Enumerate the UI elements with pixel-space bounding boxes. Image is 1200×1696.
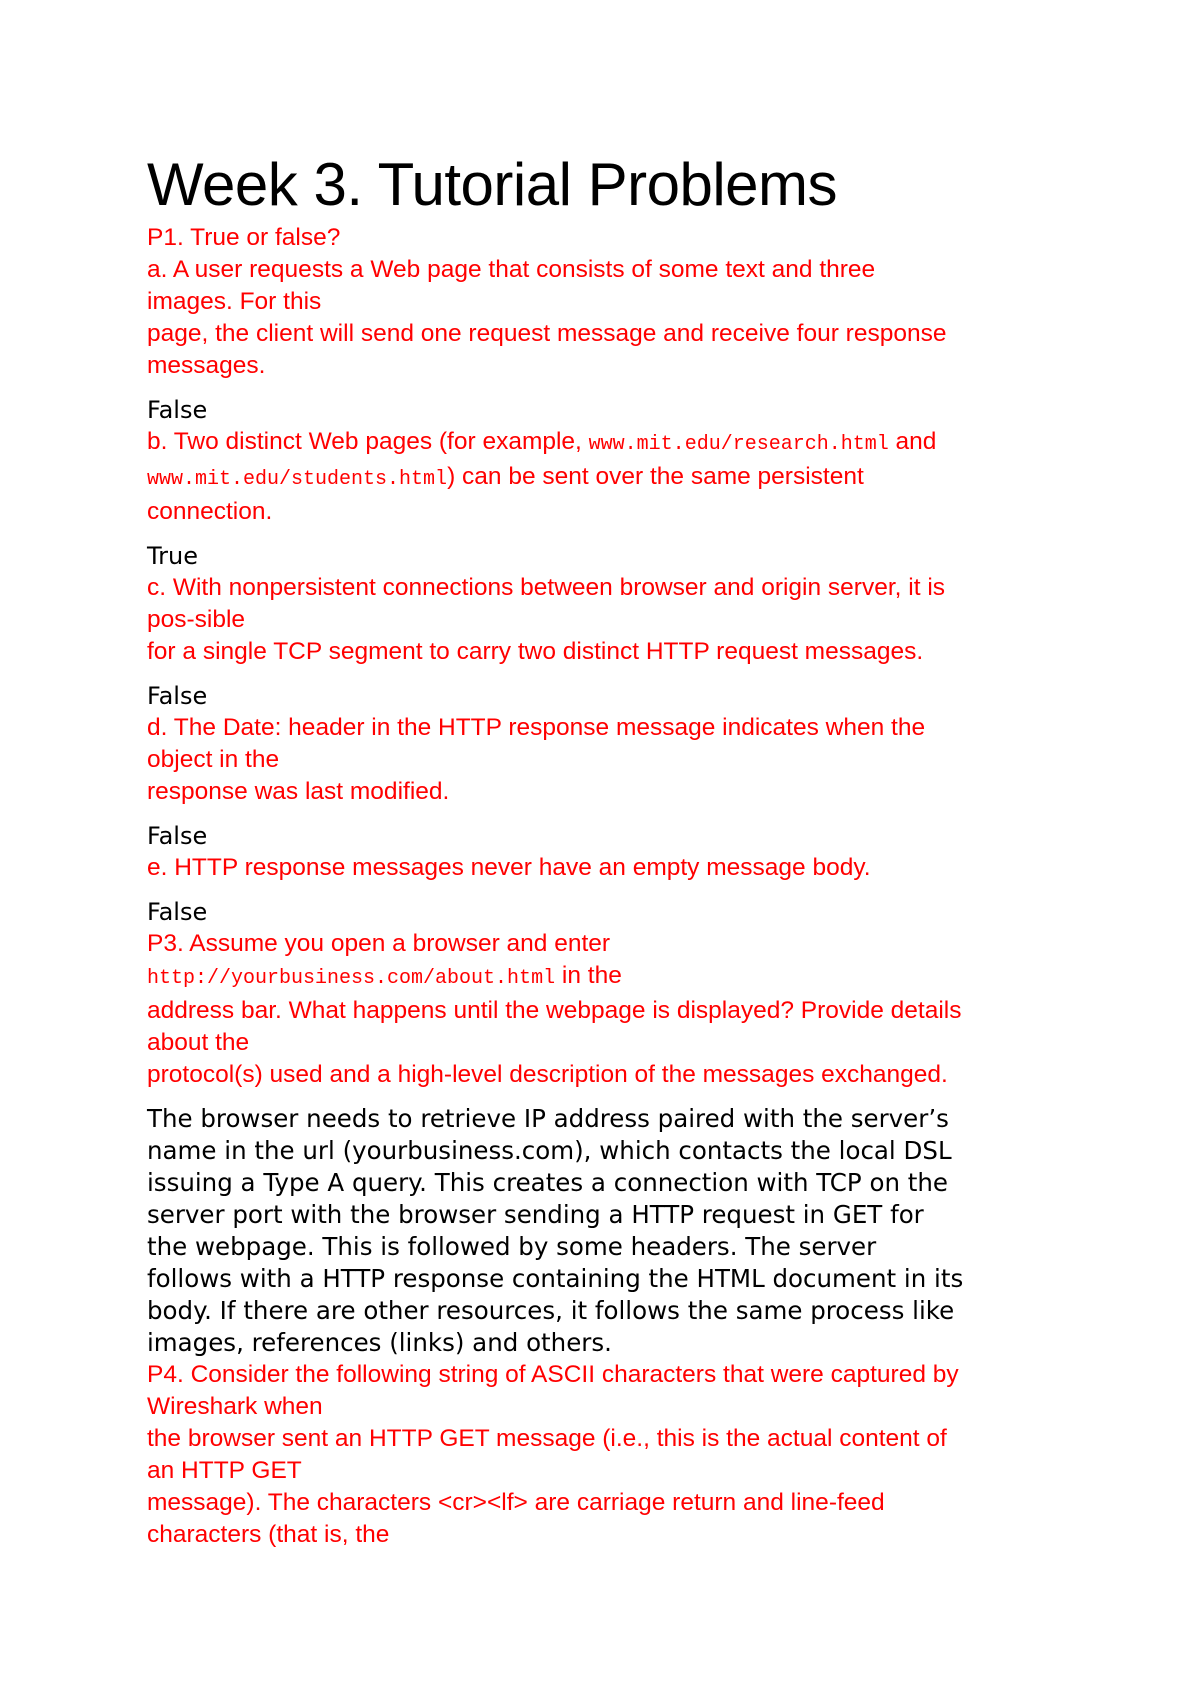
p3-answer-line: images, references (links) and others.: [147, 1328, 612, 1357]
p1-b-line2: [147, 461, 1077, 496]
p3-answer-line: name in the url (yourbusiness.com), which contacts the local DSL: [147, 1136, 952, 1165]
p3-answer-line: the webpage. This is followed by some headers. The server: [147, 1232, 877, 1261]
p1-d-line3: response was last modified.: [147, 778, 450, 805]
p1-c-line1: c. With nonpersistent connections between browser and origin server, it is: [147, 574, 946, 601]
p3-line3: address bar. What happens until the webpage is displayed? Provide details: [147, 997, 962, 1024]
p1-heading: P1. True or false?: [147, 224, 341, 251]
p1-a-answer: False: [147, 396, 208, 424]
p1-b-line3: connection.: [147, 498, 273, 525]
p4-line4: an HTTP GET: [147, 1457, 302, 1484]
p1-a-line4: messages.: [147, 352, 266, 379]
p3-url-post: in the: [555, 962, 622, 989]
p3-answer-line: issuing a Type A query. This creates a connection with TCP on the: [147, 1168, 948, 1197]
p3-url: http://yourbusiness.com/about.html: [147, 967, 556, 990]
p4-line5: message). The characters <cr><lf> are carriage return and line-feed: [147, 1489, 885, 1516]
p4-line3: the browser sent an HTTP GET message (i.e., this is the actual content of: [147, 1425, 947, 1452]
p1-c-line2: pos-sible: [147, 606, 246, 633]
p3-line2: [147, 960, 1077, 995]
document-page: [147, 150, 1077, 1551]
p3-answer-line: server port with the browser sending a HTTP request in GET for: [147, 1200, 924, 1229]
p3-line5: protocol(s) used and a high-level description of the messages exchanged.: [147, 1061, 948, 1088]
p1-b-answer: True: [147, 542, 198, 570]
p1-b-post: ) can be sent over the same persistent: [447, 463, 864, 490]
p1-d-line1: d. The Date: header in the HTTP response message indicates when the: [147, 714, 926, 741]
p3-answer-line: follows with a HTTP response containing the HTML document in its: [147, 1264, 964, 1293]
p1-d-line2: object in the: [147, 746, 280, 773]
p1-e-line1: e. HTTP response messages never have an empty message body.: [147, 854, 871, 881]
p1-b-url1: www.mit.edu/research.html: [588, 433, 889, 456]
p1-d-answer: False: [147, 822, 208, 850]
p3-line1: P3. Assume you open a browser and enter: [147, 930, 611, 957]
p1-c-line3: for a single TCP segment to carry two distinct HTTP request messages.: [147, 638, 924, 665]
p3-answer-line: body. If there are other resources, it follows the same process like: [147, 1296, 955, 1325]
p3-line4: about the: [147, 1029, 250, 1056]
p1-e-answer: False: [147, 898, 208, 926]
p4-line6: characters (that is, the: [147, 1521, 390, 1548]
p1-b-and: and: [888, 428, 937, 455]
p4-line2: Wireshark when: [147, 1393, 323, 1420]
p1-b-url2: www.mit.edu/students.html: [147, 468, 448, 491]
p3-answer: [147, 1103, 1077, 1359]
p4-line1: P4. Consider the following string of ASCII characters that were captured by: [147, 1361, 959, 1388]
p1-b-line1: [147, 426, 1077, 461]
p1-a-line3: page, the client will send one request message and receive four response: [147, 320, 947, 347]
page-title: Week 3. Tutorial Problems: [147, 151, 838, 218]
p1-a-line1: a. A user requests a Web page that consists of some text and three: [147, 256, 876, 283]
p1-b-pre: b. Two distinct Web pages (for example,: [147, 428, 589, 455]
p1-c-answer: False: [147, 682, 208, 710]
p1-a-line2: images. For this: [147, 288, 322, 315]
p3-answer-line: The browser needs to retrieve IP address paired with the server’s: [147, 1104, 949, 1133]
